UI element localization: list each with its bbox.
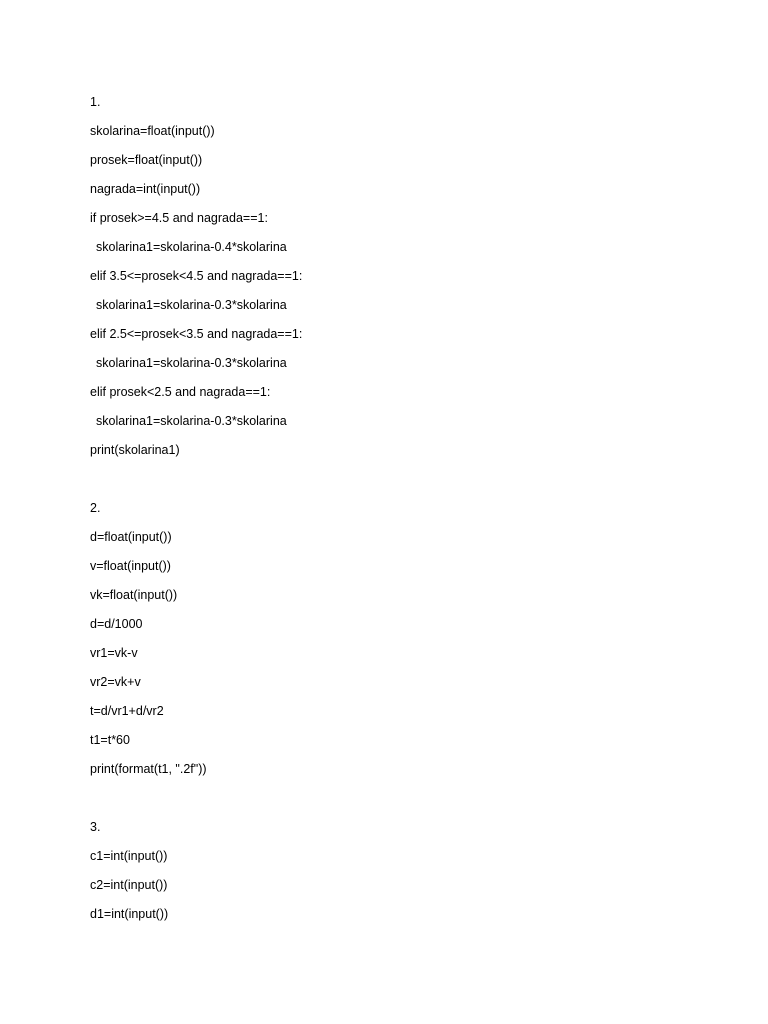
code-line: vr1=vk-v [90, 646, 138, 660]
code-line: d1=int(input()) [90, 907, 169, 921]
document-body [90, 93, 690, 934]
section-number: 3. [90, 820, 101, 834]
code-line: t=d/vr1+d/vr2 [90, 704, 164, 718]
code-line: nagrada=int(input()) [90, 182, 201, 196]
code-line: skolarina1=skolarina-0.3*skolarina [96, 298, 287, 312]
code-line: d=float(input()) [90, 530, 172, 544]
code-line: d=d/1000 [90, 617, 143, 631]
code-line: skolarina1=skolarina-0.4*skolarina [96, 240, 287, 254]
code-line: print(format(t1, ".2f")) [90, 762, 207, 776]
code-line: vr2=vk+v [90, 675, 141, 689]
code-line: elif 2.5<=prosek<3.5 and nagrada==1: [90, 327, 303, 341]
code-line: v=float(input()) [90, 559, 171, 573]
section-3 [90, 818, 690, 934]
code-line: c1=int(input()) [90, 849, 168, 863]
section-1 [90, 93, 690, 470]
code-line: vk=float(input()) [90, 588, 178, 602]
code-line: c2=int(input()) [90, 878, 168, 892]
code-line: if prosek>=4.5 and nagrada==1: [90, 211, 268, 225]
section-2 [90, 499, 690, 789]
code-line: prosek=float(input()) [90, 153, 203, 167]
code-line: skolarina=float(input()) [90, 124, 215, 138]
section-number: 1. [90, 95, 101, 109]
code-line: elif 3.5<=prosek<4.5 and nagrada==1: [90, 269, 303, 283]
section-number: 2. [90, 501, 101, 515]
code-line: elif prosek<2.5 and nagrada==1: [90, 385, 271, 399]
code-line: t1=t*60 [90, 733, 130, 747]
code-line: skolarina1=skolarina-0.3*skolarina [96, 356, 287, 370]
code-line: print(skolarina1) [90, 443, 180, 457]
code-line: skolarina1=skolarina-0.3*skolarina [96, 414, 287, 428]
